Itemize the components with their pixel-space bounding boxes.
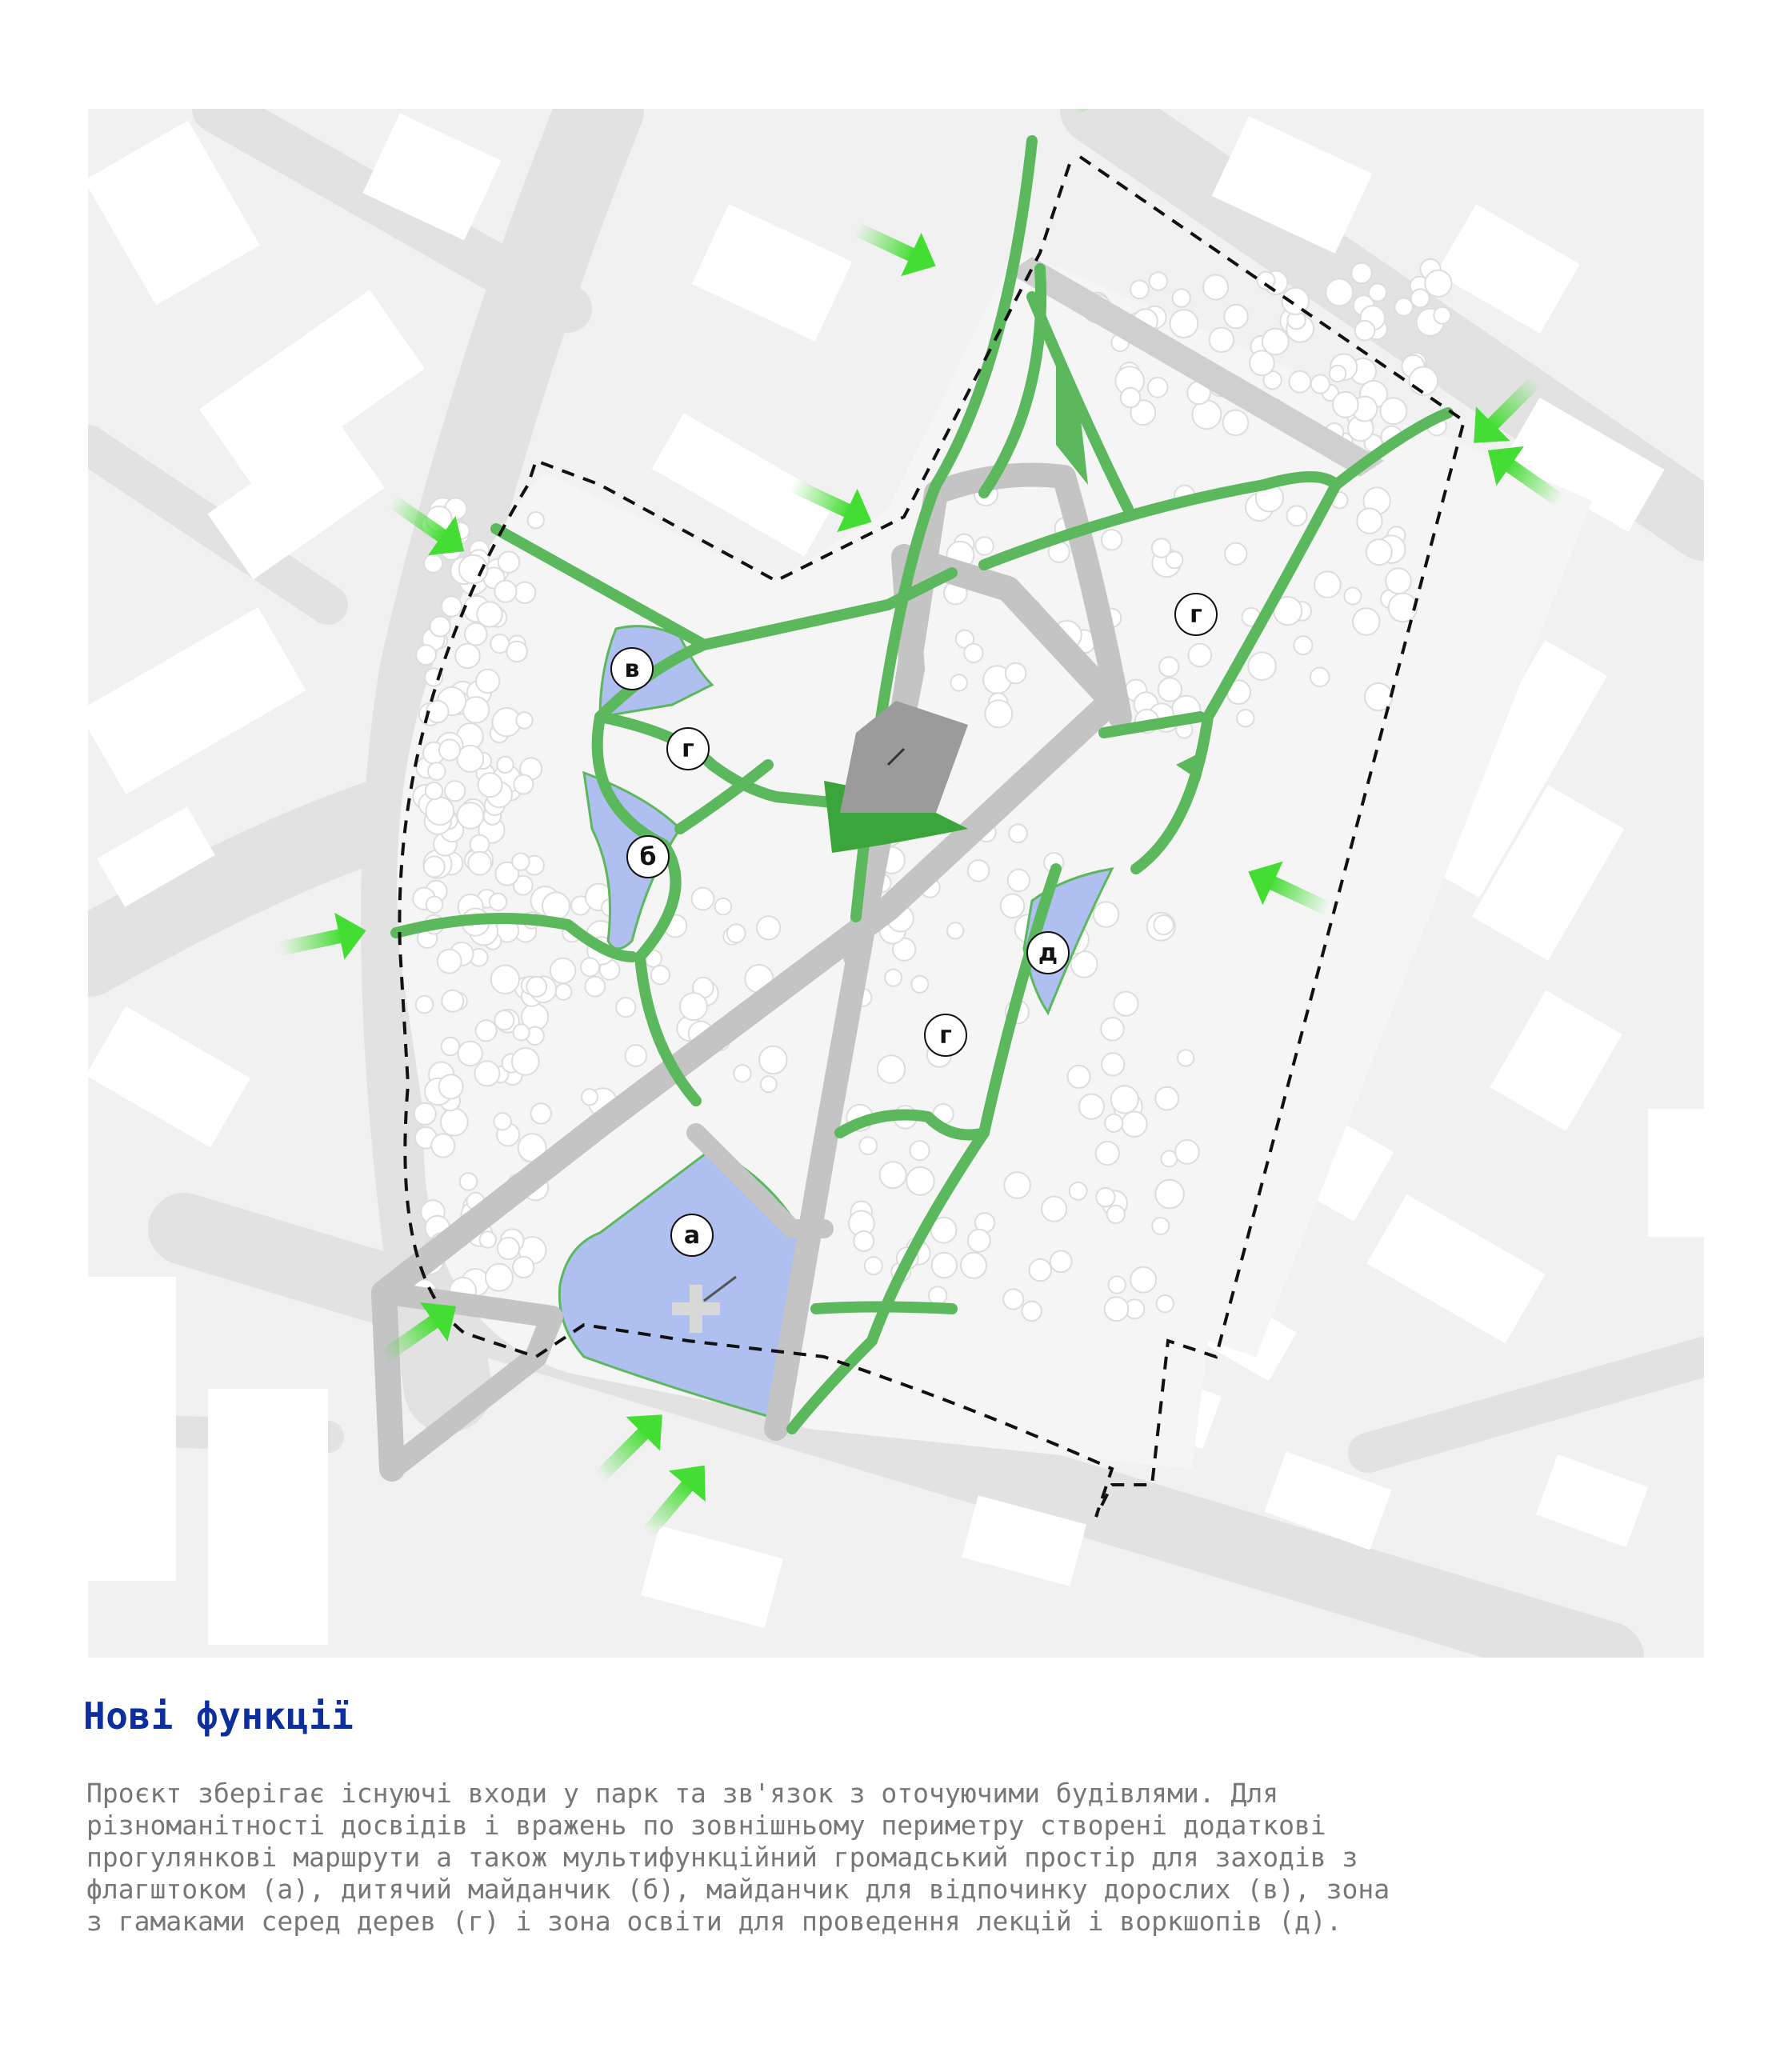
zone-letter-v: в <box>624 655 640 683</box>
tree-icon <box>1102 1053 1124 1075</box>
tree-icon <box>727 924 746 942</box>
tree-icon <box>442 596 462 616</box>
tree-icon <box>1310 668 1330 687</box>
tree-icon <box>491 966 519 994</box>
tree-icon <box>478 773 502 797</box>
tree-icon <box>513 1257 534 1278</box>
tree-icon <box>1386 568 1411 594</box>
tree-icon <box>1189 644 1212 667</box>
tree-icon <box>498 552 519 573</box>
tree-icon <box>1114 992 1138 1016</box>
tree-icon <box>865 1257 882 1274</box>
tree-icon <box>1287 506 1307 526</box>
tree-icon <box>1154 915 1173 934</box>
tree-icon <box>414 1103 436 1125</box>
tree-icon <box>1122 1112 1146 1137</box>
tree-icon <box>526 977 546 997</box>
tree-icon <box>516 712 532 728</box>
tree-icon <box>531 1103 551 1123</box>
tree-icon <box>1344 588 1361 605</box>
tree-icon <box>1203 275 1228 300</box>
tree-icon <box>445 781 465 801</box>
tree-icon <box>1105 1114 1122 1132</box>
tree-icon <box>1262 329 1289 355</box>
tree-icon <box>951 674 967 690</box>
tree-icon <box>458 1042 482 1066</box>
site-plan-drawing <box>88 109 1704 1658</box>
section-title: Нові функції <box>83 1694 354 1738</box>
tree-icon <box>1258 272 1275 290</box>
tree-icon <box>424 856 445 877</box>
tree-icon <box>1006 663 1026 684</box>
tree-icon <box>1079 1094 1104 1119</box>
tree-icon <box>1425 270 1451 297</box>
tree-icon <box>1381 398 1407 424</box>
tree-icon <box>734 1065 750 1082</box>
tree-icon <box>1210 328 1234 353</box>
tree-icon <box>555 984 571 1000</box>
tree-icon <box>1223 410 1249 436</box>
tree-icon <box>715 898 732 915</box>
tree-icon <box>1389 594 1418 622</box>
park-plan-map <box>88 109 1704 1658</box>
tree-icon <box>455 644 480 669</box>
zone-letter-d: д <box>1038 939 1058 967</box>
tree-icon <box>439 1074 463 1098</box>
tree-icon <box>1237 710 1254 726</box>
tree-icon <box>692 888 714 910</box>
tree-icon <box>442 1038 460 1056</box>
tree-icon <box>442 990 463 1012</box>
tree-icon <box>498 1238 519 1259</box>
tree-icon <box>968 1230 990 1252</box>
tree-icon <box>506 642 527 662</box>
tree-icon <box>1096 1188 1114 1206</box>
tree-icon <box>1130 281 1149 299</box>
tree-icon <box>1294 636 1312 654</box>
tree-icon <box>1102 530 1122 550</box>
tree-icon <box>859 1137 877 1154</box>
tree-icon <box>1365 683 1392 710</box>
zone-letter-b: б <box>639 843 657 871</box>
tree-icon <box>759 1046 787 1074</box>
tree-icon <box>1157 1295 1174 1312</box>
tree-icon <box>1101 1018 1124 1041</box>
tree-icon <box>476 670 499 693</box>
tree-icon <box>929 1286 946 1304</box>
tree-icon <box>439 739 460 760</box>
tree-icon <box>463 697 490 723</box>
section-description: Проєкт зберігає існуючі входи у парк та зв'язок з оточуючими будівлями. Для різноманітності досвідів і вражень по зовнішньому периметру створені додаткові прогулянкові маршрути а також мультифункційний громадський простір для заходів з флагштоком (а), дитячий майданчик (б), майданчик для відпочинку дорослих (в), зона з гамаками серед дерев (г) і зона освіти для проведення лекцій і воркшопів (д). <box>86 1778 1390 1937</box>
tree-icon <box>1096 1142 1119 1165</box>
tree-icon <box>910 1141 930 1160</box>
tree-icon <box>1121 388 1140 407</box>
tree-icon <box>1353 608 1379 634</box>
tree-icon <box>486 1264 513 1291</box>
tree-icon <box>1152 538 1171 558</box>
tree-icon <box>964 644 982 662</box>
tree-icon <box>582 1089 598 1105</box>
tree-icon <box>626 1045 647 1066</box>
tree-icon <box>426 797 454 825</box>
tree-icon <box>885 970 902 986</box>
tree-icon <box>1130 1267 1156 1293</box>
tree-icon <box>1003 1289 1023 1309</box>
tree-icon <box>1150 272 1168 290</box>
tree-icon <box>441 1109 468 1136</box>
zone-label-d <box>1027 932 1069 974</box>
tree-icon <box>431 1134 454 1157</box>
tree-icon <box>1434 307 1450 324</box>
tree-icon <box>1068 1066 1090 1088</box>
tree-icon <box>1411 289 1430 307</box>
tree-icon <box>1094 902 1118 926</box>
tree-icon <box>426 897 442 913</box>
tree-icon <box>494 1010 514 1030</box>
tree-icon <box>680 993 707 1020</box>
zone-label-b <box>627 836 669 878</box>
tree-icon <box>1333 392 1358 418</box>
tree-icon <box>494 581 516 602</box>
tree-icon <box>528 512 544 528</box>
tree-icon <box>1070 1182 1087 1200</box>
tree-icon <box>1001 894 1025 918</box>
tree-icon <box>932 1253 957 1278</box>
tree-icon <box>424 554 442 573</box>
tree-icon <box>581 958 599 976</box>
tree-icon <box>465 623 487 646</box>
tree-icon <box>1030 1259 1051 1281</box>
zone-letter-g: г <box>682 735 694 763</box>
entrance-arrow-icon <box>275 907 371 973</box>
tree-icon <box>1008 870 1030 891</box>
tree-icon <box>1178 1050 1194 1066</box>
tree-icon <box>490 894 506 910</box>
tree-icon <box>426 782 442 799</box>
tree-icon <box>985 700 1012 727</box>
tree-icon <box>1369 284 1386 302</box>
zone-label-g-south <box>925 1014 966 1056</box>
zone-label-g-north <box>1175 594 1217 635</box>
tree-icon <box>1314 571 1341 598</box>
tree-icon <box>494 1113 510 1130</box>
tree-icon <box>1366 539 1392 565</box>
tree-icon <box>1355 321 1375 341</box>
tree-icon <box>512 1048 539 1075</box>
tree-icon <box>1357 509 1382 534</box>
tree-icon <box>428 762 446 780</box>
zone-label-v <box>611 648 653 690</box>
tree-icon <box>1351 263 1372 284</box>
zone-letter-g: г <box>939 1022 952 1050</box>
tree-icon <box>457 746 483 772</box>
tree-icon <box>514 1024 530 1040</box>
tree-icon <box>1042 1197 1066 1222</box>
tree-icon <box>1225 543 1246 565</box>
tree-icon <box>1109 1276 1126 1293</box>
tree-icon <box>1050 1251 1072 1273</box>
tree-icon <box>1111 1086 1138 1113</box>
zone-letter-a: а <box>683 1222 701 1250</box>
tree-icon <box>906 1167 934 1195</box>
tree-icon <box>512 854 529 870</box>
tree-icon <box>550 958 575 983</box>
tree-icon <box>878 1055 905 1082</box>
tree-icon <box>761 1076 777 1092</box>
tree-icon <box>1158 678 1182 701</box>
tree-icon <box>1009 824 1027 842</box>
tree-icon <box>1173 289 1190 306</box>
tree-icon <box>757 916 780 939</box>
tree-icon <box>961 1253 986 1278</box>
tree-icon <box>1326 279 1353 306</box>
tree-icon <box>1105 1297 1129 1321</box>
tree-icon <box>880 1162 906 1188</box>
tree-icon <box>1248 652 1276 680</box>
tree-icon <box>1410 367 1438 395</box>
tree-icon <box>1175 1140 1199 1164</box>
tree-icon <box>975 537 993 554</box>
tree-icon <box>438 950 462 974</box>
tree-icon <box>416 996 434 1014</box>
tree-icon <box>1004 1172 1030 1198</box>
tree-icon <box>542 892 570 919</box>
tree-icon <box>430 617 450 637</box>
tree-icon <box>1152 1218 1169 1234</box>
tree-icon <box>1170 310 1198 338</box>
tree-icon <box>468 852 491 875</box>
tree-icon <box>476 1020 497 1041</box>
tree-icon <box>1155 1180 1184 1209</box>
tree-icon <box>911 976 928 993</box>
tree-icon <box>1330 366 1346 382</box>
tree-icon <box>968 860 990 882</box>
tree-icon <box>947 922 963 938</box>
tree-icon <box>1289 371 1310 393</box>
tree-icon <box>1148 378 1168 398</box>
tree-icon <box>514 582 535 603</box>
tree-icon <box>1107 1206 1125 1223</box>
tree-icon <box>1394 298 1412 316</box>
tree-icon <box>1159 657 1178 676</box>
entrance-arrow-icon <box>846 207 946 288</box>
tree-icon <box>477 602 502 626</box>
zone-label-g-west <box>667 728 709 770</box>
tree-icon <box>497 757 513 773</box>
tree-icon <box>1022 1302 1042 1322</box>
tree-icon <box>1224 305 1247 328</box>
tree-icon <box>1311 375 1330 394</box>
tree-icon <box>651 966 670 984</box>
zone-letter-g: г <box>1190 601 1202 629</box>
tree-icon <box>616 998 635 1017</box>
tree-icon <box>458 802 484 829</box>
entrance-arrow-icon <box>583 1398 679 1494</box>
tree-icon <box>1155 1087 1178 1110</box>
tree-icon <box>474 1061 499 1086</box>
tree-icon <box>854 1231 874 1251</box>
tree-icon <box>416 645 436 665</box>
zone-label-a <box>671 1214 713 1256</box>
tree-icon <box>585 977 605 997</box>
tree-icon <box>514 775 533 794</box>
tree-icon <box>480 1231 496 1247</box>
tree-icon <box>460 1173 478 1190</box>
tree-icon <box>470 835 490 854</box>
